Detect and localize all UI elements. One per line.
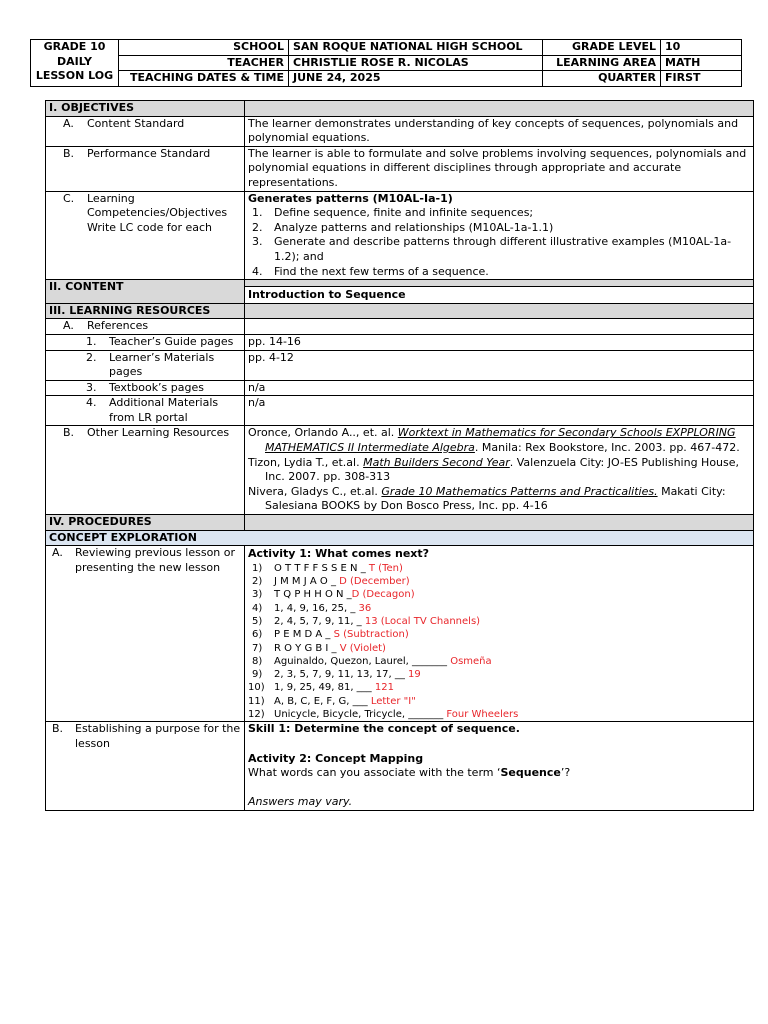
marker: 4. <box>86 396 97 410</box>
label-text: Establishing a purpose for the lesson <box>75 722 241 750</box>
content-standard-label <box>46 116 245 146</box>
log-title-line-1: GRADE 10 <box>43 40 106 53</box>
marker: A. <box>63 319 74 333</box>
marker: B. <box>52 722 64 736</box>
textbook-label <box>46 380 245 396</box>
label-text: Teacher’s Guide pages <box>109 334 234 348</box>
list-item <box>248 206 750 221</box>
list-item <box>248 221 750 236</box>
item-text: Define sequence, finite and infinite sequences; <box>274 206 534 220</box>
label-text: References <box>87 319 149 333</box>
ref-title: Grade 10 Mathematics Patterns and Practicalities. <box>381 484 658 498</box>
competencies-label <box>46 191 245 280</box>
item-text: Analyze patterns and relationships (M10AL-1a-1.1) <box>274 220 554 234</box>
list-item <box>248 668 750 681</box>
item-number: 4) <box>252 602 263 614</box>
list-item <box>248 655 750 668</box>
item-answer: V (Violet) <box>339 642 386 654</box>
competencies-list <box>248 206 750 279</box>
item-answer: Letter "I" <box>370 695 416 707</box>
item-answer: S (Subtraction) <box>333 629 409 641</box>
competencies-cell <box>245 191 754 280</box>
list-item <box>248 681 750 694</box>
item-number: 10) <box>248 682 265 694</box>
item-number: 4. <box>252 264 263 278</box>
objectives-heading: I. OBJECTIVES <box>46 101 245 117</box>
list-item <box>248 235 750 264</box>
ref-author: Tizon, Lydia T., et.al. <box>248 455 364 469</box>
header-table <box>30 39 742 87</box>
marker: 3. <box>86 380 97 394</box>
school-label: SCHOOL <box>119 40 289 56</box>
additional-materials-label <box>46 396 245 426</box>
item-question: 1, 9, 25, 49, 81, ___ <box>274 682 375 694</box>
reference-entry <box>248 456 750 485</box>
item-question: 2, 3, 5, 7, 9, 11, 13, 17, __ <box>274 669 409 681</box>
item-text: Find the next few terms of a sequence. <box>274 264 489 278</box>
learners-materials-value: pp. 4-12 <box>245 350 754 380</box>
teacher-label: TEACHER <box>119 55 289 71</box>
skill-1: Skill 1: Determine the concept of sequence. <box>248 722 520 736</box>
activity-2-title: Activity 2: Concept Mapping <box>248 751 424 765</box>
item-question: R O Y G B I _ <box>274 642 340 654</box>
other-resources-label <box>46 426 245 515</box>
label-text: Reviewing previous lesson or presenting the new lesson <box>75 546 236 574</box>
ref-author: Nivera, Gladys C., et.al. <box>248 484 382 498</box>
item-number: 6) <box>252 629 263 641</box>
item-question: 1, 4, 9, 16, 25, _ <box>274 602 359 614</box>
item-number: 2. <box>252 220 263 234</box>
item-answer: T (Ten) <box>368 562 403 574</box>
content-shade-strip <box>245 280 753 287</box>
learning-area-value: MATH <box>661 55 742 71</box>
item-number: 2) <box>252 576 263 588</box>
dates-label: TEACHING DATES & TIME <box>119 71 289 87</box>
spacer <box>248 737 750 752</box>
teachers-guide-label <box>46 334 245 350</box>
list-item <box>248 628 750 641</box>
performance-standard-label <box>46 146 245 191</box>
label-text: Textbook’s pages <box>109 380 204 394</box>
activity-2-answer: Answers may vary. <box>248 795 353 809</box>
item-question: A, B, C, E, F, G, ___ <box>274 695 371 707</box>
item-answer: D (December) <box>339 576 410 588</box>
spacer <box>248 781 750 796</box>
label-text: Performance Standard <box>87 146 211 160</box>
item-question: O T T F F S S E N _ <box>274 562 369 574</box>
resources-heading: III. LEARNING RESOURCES <box>46 303 245 319</box>
ref-title: Worktext in Mathematics for Secondary Schools EXPPLORING MATHEMATICS II Intermediate Algebra <box>265 426 736 455</box>
question-end: ’? <box>560 766 571 780</box>
additional-materials-value: n/a <box>245 396 754 426</box>
item-question: T Q P H H O N _ <box>274 589 352 601</box>
activity-1-title: Activity 1: What comes next? <box>248 547 430 561</box>
reference-entry <box>248 426 750 455</box>
item-text: Generate and describe patterns through different illustrative examples (M10AL-1a-1.2); and <box>274 235 732 263</box>
activity-1-list <box>248 562 750 722</box>
label-text: Learner’s Materials pages <box>109 350 215 379</box>
list-item <box>248 708 750 721</box>
item-answer: Osmeña <box>450 655 492 667</box>
marker: 2. <box>86 350 97 364</box>
label-text: Additional Materials from LR portal <box>109 396 219 424</box>
item-number: 7) <box>252 642 263 654</box>
ref-author: Oronce, Orlando A.., et. al. <box>248 426 398 440</box>
item-answer: 19 <box>408 669 421 681</box>
item-question: P E M D A _ <box>274 629 334 641</box>
establishing-label <box>46 722 245 811</box>
ref-title: Math Builders Second Year <box>363 455 510 469</box>
ref-publisher: . Valenzuela City: JO-ES Publishing House, Inc. 2007. pp. 308-313 <box>265 455 740 484</box>
item-number: 9) <box>252 669 263 681</box>
label-text: Learning Competencies/Objectives Write LC code for each <box>87 191 228 234</box>
other-resources-cell <box>245 426 754 515</box>
marker: 1. <box>86 334 97 348</box>
marker: A. <box>63 116 74 130</box>
list-item <box>248 265 750 280</box>
item-answer: 121 <box>374 682 394 694</box>
item-number: 11) <box>248 695 265 707</box>
item-question: Unicycle, Bicycle, Tricycle, _______ <box>274 709 447 721</box>
reference-entry <box>248 485 750 514</box>
reviewing-label <box>46 546 245 722</box>
competencies-title: Generates patterns (M10AL-Ia-1) <box>248 191 453 205</box>
references-blank <box>245 319 754 335</box>
resources-heading-blank <box>245 303 754 319</box>
grade-level-value: 10 <box>661 40 742 56</box>
item-question: Aguinaldo, Quezon, Laurel, _______ <box>274 655 451 667</box>
marker: B. <box>63 426 75 440</box>
learning-area-label: LEARNING AREA <box>543 55 661 71</box>
establishing-cell <box>245 722 754 811</box>
marker: C. <box>63 191 75 205</box>
item-answer: Four Wheelers <box>446 709 519 721</box>
item-question: 2, 4, 5, 7, 9, 11, _ <box>274 616 365 627</box>
performance-standard-text: The learner is able to formulate and solve problems involving sequences, polynomials and polynomial equations in different disciplines through appropriate and accurate representations. <box>245 146 754 191</box>
quarter-label: QUARTER <box>543 71 661 87</box>
list-item <box>248 602 750 615</box>
ref-publisher: Makati City: Salesiana BOOKS by Don Bosco Press, Inc. pp. 4-16 <box>265 484 726 513</box>
content-cell <box>245 280 754 304</box>
question-term: Sequence <box>500 766 561 780</box>
list-item <box>248 588 750 601</box>
item-number: 5) <box>252 616 263 627</box>
activity-1-cell <box>245 546 754 722</box>
objectives-heading-blank <box>245 101 754 117</box>
procedures-heading-blank <box>245 515 754 531</box>
ref-publisher: . Manila: Rex Bookstore, Inc. 2003. pp. 467-472. <box>474 441 740 455</box>
learners-materials-label <box>46 350 245 380</box>
references-label <box>46 319 245 335</box>
teacher-value: CHRISTLIE ROSE R. NICOLAS <box>289 55 543 71</box>
item-number: 3. <box>252 235 263 249</box>
item-number: 1. <box>252 206 263 220</box>
procedures-heading: IV. PROCEDURES <box>46 515 245 531</box>
question-text: What words can you associate with the term ‘ <box>248 766 501 780</box>
item-answer: 13 (Local TV Channels) <box>364 616 481 627</box>
lesson-table <box>45 100 754 811</box>
activity-2-question <box>248 766 750 781</box>
item-answer: 36 <box>358 602 372 614</box>
label-text: Other Learning Resources <box>87 426 230 440</box>
concept-exploration-heading: CONCEPT EXPLORATION <box>46 530 754 546</box>
teachers-guide-value: pp. 14-16 <box>245 334 754 350</box>
list-item <box>248 615 750 628</box>
label-text: Content Standard <box>87 116 185 130</box>
marker: B. <box>63 146 75 160</box>
content-heading: II. CONTENT <box>46 280 245 304</box>
item-number: 12) <box>248 709 265 721</box>
log-title-line-2: DAILY <box>57 54 92 68</box>
item-number: 1) <box>252 562 263 574</box>
textbook-value: n/a <box>245 380 754 396</box>
marker: A. <box>52 546 63 560</box>
item-question: J M M J A O _ <box>274 576 340 588</box>
list-item <box>248 562 750 575</box>
item-number: 8) <box>252 655 263 667</box>
list-item <box>248 642 750 655</box>
log-title-line-3: LESSON LOG <box>35 69 114 83</box>
quarter-value: FIRST <box>661 71 742 87</box>
list-item <box>248 695 750 708</box>
content-standard-text: The learner demonstrates understanding of key concepts of sequences, polynomials and polynomial equations. <box>245 116 754 146</box>
dates-value: JUNE 24, 2025 <box>289 71 543 87</box>
school-value: SAN ROQUE NATIONAL HIGH SCHOOL <box>289 40 543 56</box>
content-value: Introduction to Sequence <box>248 288 406 302</box>
list-item <box>248 575 750 588</box>
item-number: 3) <box>252 589 263 601</box>
grade-level-label: GRADE LEVEL <box>543 40 661 56</box>
log-title <box>31 40 119 87</box>
item-answer: D (Decagon) <box>351 589 415 601</box>
